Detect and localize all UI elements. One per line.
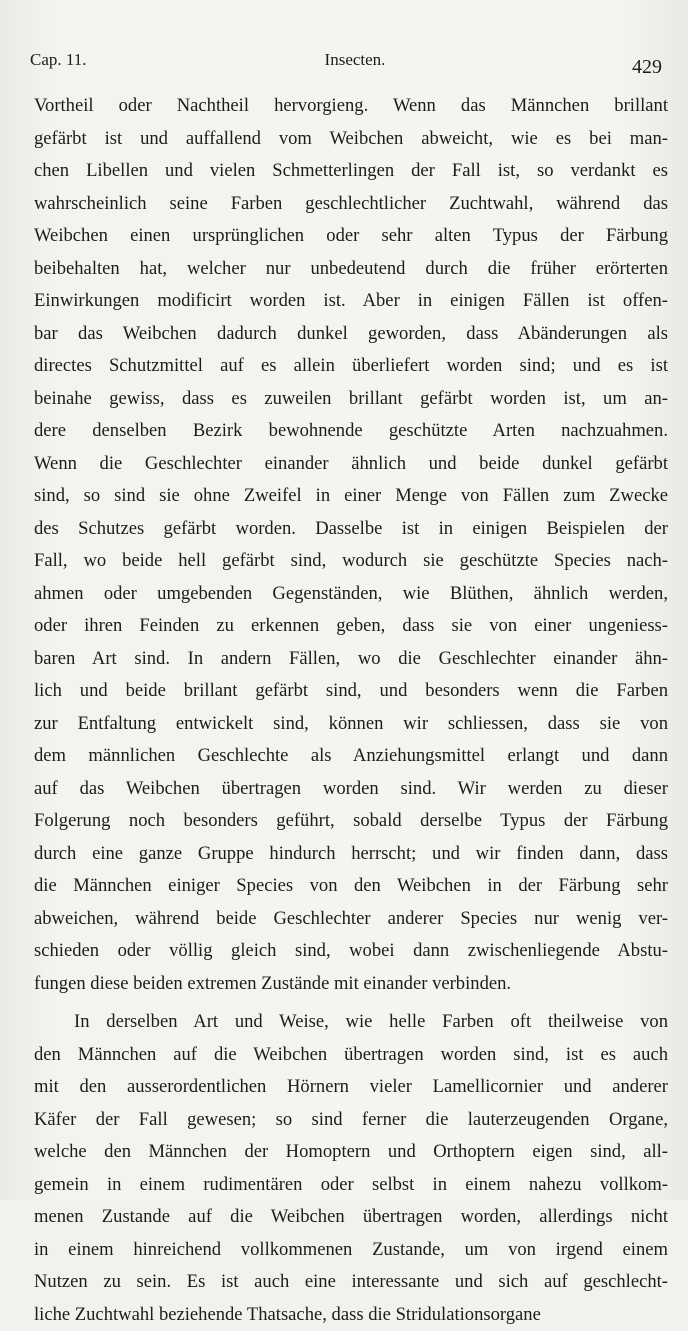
text-line: abweichen, während beide Geschlechter anderer Species nur wenig ver- (34, 903, 668, 936)
text-line: dere denselben Bezirk bewohnende geschützte Arten nachzuahmen. (34, 415, 668, 448)
text-line: zur Entfaltung entwickelt sind, können wir schliessen, dass sie von (34, 708, 668, 741)
text-line: wahrscheinlich seine Farben geschlechtlicher Zuchtwahl, während das (34, 188, 668, 221)
text-line: menen Zustande auf die Weibchen übertragen worden, allerdings nicht (34, 1201, 668, 1234)
text-line: auf das Weibchen übertragen worden sind. Wir werden zu dieser (34, 773, 668, 806)
text-line: die Männchen einiger Species von den Weibchen in der Färbung sehr (34, 870, 668, 903)
text-line: chen Libellen und vielen Schmetterlingen der Fall ist, so verdankt es (34, 155, 668, 188)
text-line: Käfer der Fall gewesen; so sind ferner die lauterzeugenden Organe, (34, 1104, 668, 1137)
text-line: welche den Männchen der Homoptern und Orthoptern eigen sind, all- (34, 1136, 668, 1169)
text-line: lich und beide brillant gefärbt sind, und besonders wenn die Farben (34, 675, 668, 708)
text-line: ahmen oder umgebenden Gegenständen, wie Blüthen, ähnlich werden, (34, 578, 668, 611)
text-line: gefärbt ist und auffallend vom Weibchen abweicht, wie es bei man- (34, 123, 668, 156)
chapter-label: Cap. 11. (30, 50, 87, 70)
text-line: fungen diese beiden extremen Zustände mit einander verbinden. (34, 968, 668, 1001)
text-line: sind, so sind sie ohne Zweifel in einer Menge von Fällen zum Zwecke (34, 480, 668, 513)
text-line: beinahe gewiss, dass es zuweilen brillant gefärbt worden ist, um an- (34, 383, 668, 416)
text-line: beibehalten hat, welcher nur unbedeutend durch die früher erörterten (34, 253, 668, 286)
text-line: mit den ausserordentlichen Hörnern vieler Lamellicornier und anderer (34, 1071, 668, 1104)
paragraph (34, 90, 668, 1000)
text-line: gemein in einem rudimentären oder selbst in einem nahezu vollkom- (34, 1169, 668, 1202)
text-line: In derselben Art und Weise, wie helle Farben oft theilweise von (34, 1006, 668, 1039)
body-text (34, 90, 668, 1331)
text-line: Weibchen einen ursprünglichen oder sehr alten Typus der Färbung (34, 220, 668, 253)
text-line: schieden oder völlig gleich sind, wobei dann zwischenliegende Abstu- (34, 935, 668, 968)
text-line: Fall, wo beide hell gefärbt sind, wodurch sie geschützte Species nach- (34, 545, 668, 578)
text-line: des Schutzes gefärbt worden. Dasselbe ist in einigen Beispielen der (34, 513, 668, 546)
text-line: baren Art sind. In andern Fällen, wo die Geschlechter einander ähn- (34, 643, 668, 676)
text-line: durch eine ganze Gruppe hindurch herrscht; und wir finden dann, dass (34, 838, 668, 871)
text-line: Einwirkungen modificirt worden ist. Aber in einigen Fällen ist offen- (34, 285, 668, 318)
text-line: Folgerung noch besonders geführt, sobald derselbe Typus der Färbung (34, 805, 668, 838)
text-line: oder ihren Feinden zu erkennen geben, dass sie von einer ungeniess- (34, 610, 668, 643)
section-title: Insecten. (30, 50, 662, 70)
text-line: den Männchen auf die Weibchen übertragen worden sind, ist es auch (34, 1039, 668, 1072)
text-line: liche Zuchtwahl beziehende Thatsache, dass die Stridulationsorgane (34, 1299, 668, 1331)
text-line: Nutzen zu sein. Es ist auch eine interessante und sich auf geschlecht- (34, 1266, 668, 1299)
text-line: in einem hinreichend vollkommenen Zustande, um von irgend einem (34, 1234, 668, 1267)
text-line: dem männlichen Geschlechte als Anziehungsmittel erlangt und dann (34, 740, 668, 773)
text-line: Wenn die Geschlechter einander ähnlich und beide dunkel gefärbt (34, 448, 668, 481)
page-number: 429 (632, 56, 662, 79)
text-line: directes Schutzmittel auf es allein überliefert worden sind; und es ist (34, 350, 668, 383)
text-line: bar das Weibchen dadurch dunkel geworden, dass Abänderungen als (34, 318, 668, 351)
paragraph (34, 1006, 668, 1331)
text-line: Vortheil oder Nachtheil hervorgieng. Wenn das Männchen brillant (34, 90, 668, 123)
running-header (30, 44, 662, 80)
